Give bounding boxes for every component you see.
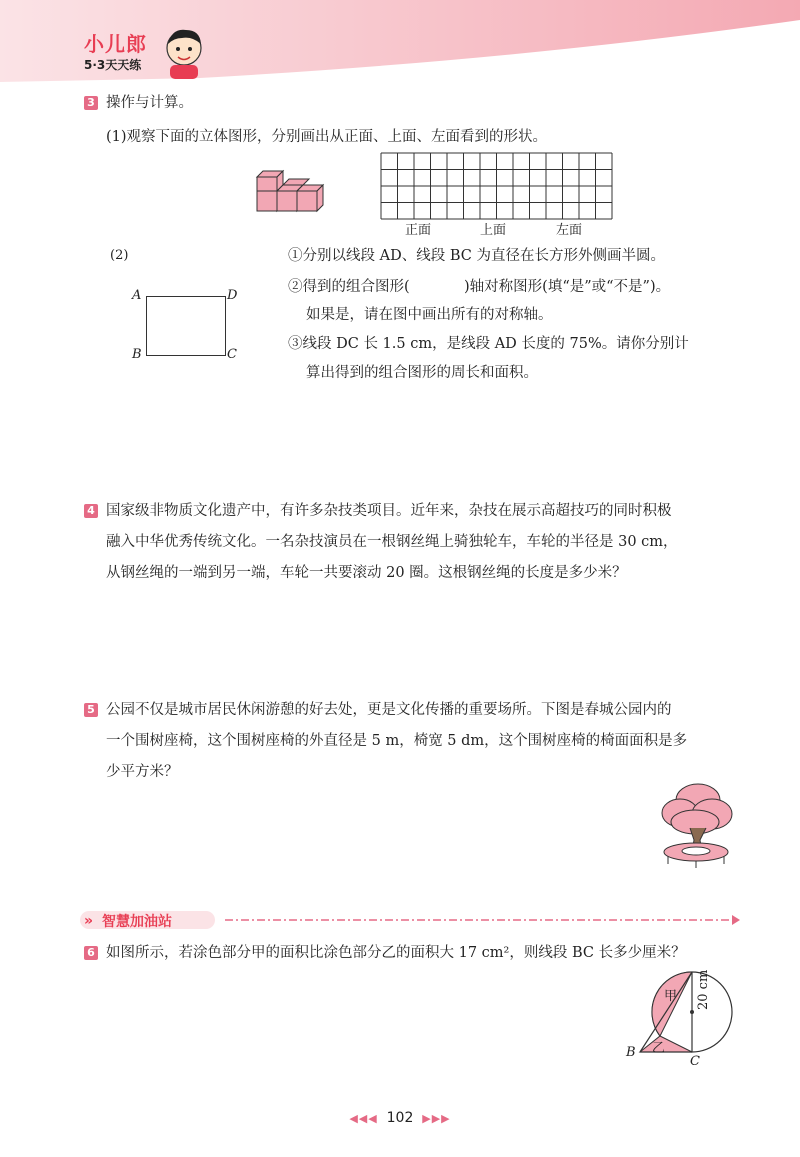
vertex-a: A — [132, 288, 142, 303]
brand-logo: 小儿郎 — [84, 32, 147, 56]
drawing-grid — [380, 152, 618, 220]
section-divider — [80, 909, 760, 931]
q3-step2b: )轴对称图形(填“是”或“不是”)。 — [464, 279, 671, 295]
q3-step2a: ②得到的组合图形( — [288, 279, 410, 295]
page-number: 102 — [386, 1110, 414, 1126]
q4-line2: 融入中华优秀传统文化。一名杂技演员在一根钢丝绳上骑独轮车，车轮的半径是 30 cm， — [106, 534, 678, 550]
grid-label-left: 左面 — [556, 223, 583, 238]
region-a-label: 甲 — [664, 989, 678, 1004]
mascot-icon — [160, 22, 208, 80]
question-number-6: 6 — [84, 946, 98, 960]
question-number-3: 3 — [84, 96, 98, 110]
q3-step3a: ③线段 DC 长 1.5 cm，是线段 AD 长度的 75%。请你分别计 — [288, 336, 689, 352]
q6-line1: 如图所示，若涂色部分甲的面积比涂色部分乙的面积大 17 cm²，则线段 BC 长多少厘米？ — [106, 945, 686, 961]
q3-part1: (1)观察下面的立体图形，分别画出从正面、上面、左面看到的形状。 — [106, 129, 548, 145]
prev-arrows-icon: ◀◀◀ — [349, 1112, 378, 1125]
point-b-label: B — [626, 1045, 636, 1060]
vertex-d: D — [227, 288, 238, 303]
grid-label-front: 正面 — [405, 223, 432, 238]
q3-title: 操作与计算。 — [106, 95, 193, 111]
tree-bench-illustration — [650, 778, 740, 870]
page-footer — [0, 1110, 800, 1126]
cube-figure — [255, 165, 335, 213]
q3-step3b: 算出得到的组合图形的周长和面积。 — [306, 365, 538, 381]
q3-step2c: 如果是，请在图中画出所有的对称轴。 — [306, 307, 553, 323]
point-c-label: C — [690, 1054, 700, 1069]
q5-line2: 一个围树座椅，这个围树座椅的外直径是 5 m，椅宽 5 dm，这个围树座椅的椅面面积是多 — [106, 733, 688, 749]
q5-line1: 公园不仅是城市居民休闲游憩的好去处，更是文化传播的重要场所。下图是春城公园内的 — [106, 702, 672, 718]
rectangle-abcd — [146, 296, 226, 356]
region-b-label: 乙 — [652, 1041, 666, 1056]
series-name: 5·3天天练 — [84, 58, 142, 72]
section-title: 智慧加油站 — [102, 914, 172, 930]
q4-line1: 国家级非物质文化遗产中，有许多杂技类项目。近年来，杂技在展示高超技巧的同时积极 — [106, 503, 672, 519]
grid-label-top: 上面 — [480, 223, 507, 238]
q5-line3: 少平方米？ — [106, 764, 179, 780]
circle-triangle-figure — [620, 970, 740, 1070]
q3-step1: ①分别以线段 AD、线段 BC 为直径在长方形外侧画半圆。 — [288, 248, 665, 264]
vertex-c: C — [227, 347, 237, 362]
q4-line3: 从钢丝绳的一端到另一端，车轮一共要滚动 20 圈。这根钢丝绳的长度是多少米？ — [106, 565, 627, 581]
diameter-label: 20 cm — [696, 969, 711, 1010]
question-number-4: 4 — [84, 504, 98, 518]
svg-text:»: » — [84, 913, 94, 929]
vertex-b: B — [132, 347, 142, 362]
next-arrows-icon: ▶▶▶ — [422, 1112, 451, 1125]
question-number-5: 5 — [84, 703, 98, 717]
q3-part2-label: (2) — [110, 248, 129, 263]
